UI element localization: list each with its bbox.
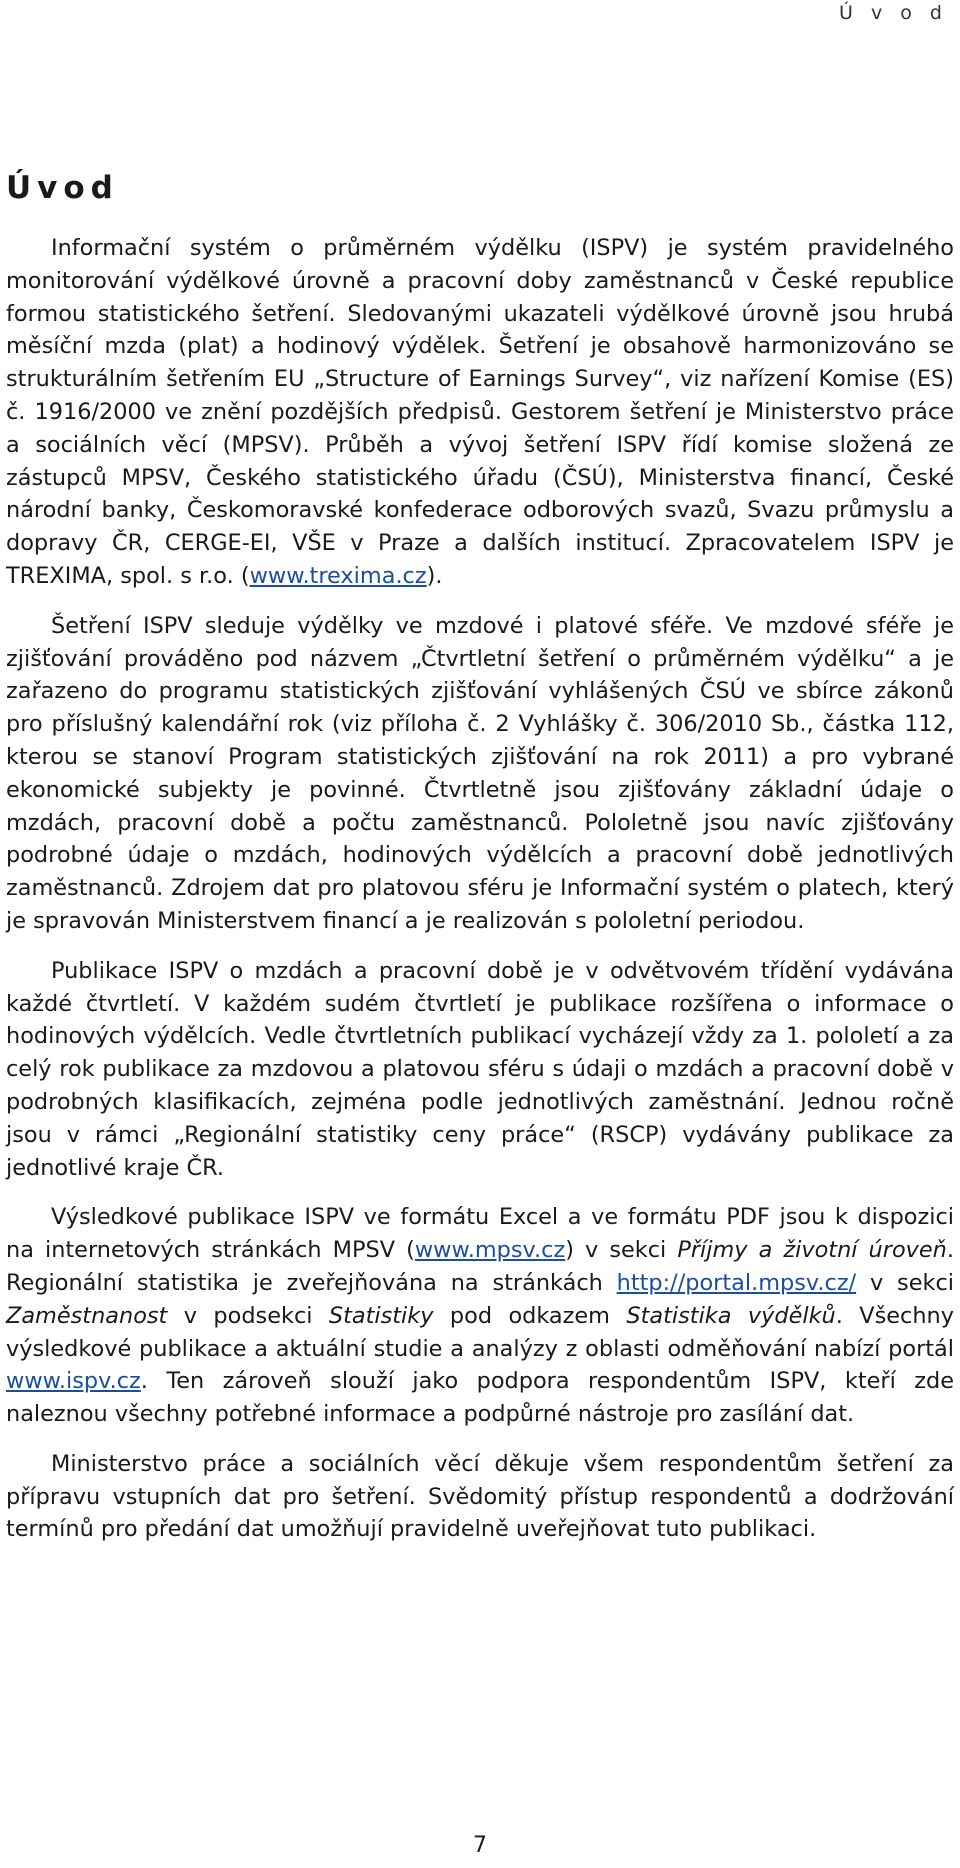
paragraph-text: Šetření ISPV sleduje výdělky ve mzdové i platové sféře. Ve mzdové sféře je zjišťování prováděno pod názvem „Čtvrtletní šetření o průměrném výdělku“ a je zařazeno do programu statistických zjišťování vyhlášených ČSÚ ve sbírce zákonů pro příslušný kalendářní rok (viz příloha č. 2 Vyhlášky č. 306/2010 Sb., částka 112, kterou se stanoví Program statistických zjišťování na rok 2011) a pro vybrané ekonomické subjekty je povinné. Čtvrtletně jsou zjišťovány základní údaje o mzdách, pracovní době a počtu zaměstnanců. Pololetně jsou navíc zjišťovány podrobné údaje o mzdách, hodinových výdělcích a pracovní době jednotlivých zaměstnanců. Zdrojem dat pro platovou sféru je Informační systém o platech, který je spravován Ministerstvem financí a je realizován s pololetní periodou.	[6, 612, 954, 934]
paragraph-wage-sphere	[6, 610, 954, 938]
paragraph-text: . Regionální statistika je zveřejňována na stránkách	[6, 1237, 954, 1296]
body-text	[6, 232, 954, 1563]
paragraph-text: v sekci	[856, 1269, 954, 1296]
paragraph-publications	[6, 955, 954, 1185]
paragraph-text: ) v sekci	[565, 1237, 678, 1264]
paragraph-availability	[6, 1201, 954, 1431]
paragraph-text: Výsledkové publikace ISPV ve formátu Excel a ve formátu PDF jsou k dispozici na internetových stránkách MPSV (	[6, 1204, 954, 1264]
paragraph-link[interactable]: http://portal.mpsv.cz/	[616, 1269, 857, 1296]
paragraph-text: . Ten zároveň slouží jako podpora respondentům ISPV, kteří zde naleznou všechny potřebné informace a podpůrné nástroje pro zasílání dat.	[6, 1368, 954, 1428]
paragraph-link[interactable]: www.ispv.cz	[6, 1368, 141, 1395]
emphasis-text: Zaměstnanost	[6, 1302, 168, 1329]
paragraph-text: . Všechny výsledkové publikace a aktuální studie a analýzy z oblasti odměňování nabízí portál	[6, 1302, 954, 1362]
paragraph-text: pod odkazem	[433, 1302, 627, 1329]
paragraph-acknowledgement	[6, 1448, 954, 1546]
page-title: Úvod	[6, 170, 119, 206]
emphasis-text: Příjmy a životní úroveň	[677, 1237, 947, 1264]
paragraph-intro	[6, 232, 954, 593]
paragraph-text: Ministerstvo práce a sociálních věcí děkuje všem respondentům šetření za přípravu vstupních dat pro šetření. Svědomitý přístup respondentů a dodržování termínů pro předání dat umožňují pravidelně uveřejňovat tuto publikaci.	[6, 1450, 954, 1543]
running-header: Ú v o d	[839, 2, 948, 24]
paragraph-text: v podsekci	[167, 1302, 329, 1329]
page-number: 7	[473, 1833, 487, 1858]
emphasis-text: Statistiky	[328, 1302, 434, 1329]
emphasis-text: Statistika výdělků	[626, 1302, 836, 1329]
paragraph-text: Publikace ISPV o mzdách a pracovní době je v odvětvovém třídění vydávána každé čtvrtletí. V každém sudém čtvrtletí je publikace rozšířena o informace o hodinových výdělcích. Vedle čtvrtletních publikací vycházejí vždy za 1. pololetí a za celý rok publikace za mzdovou a platovou sféru s údaji o mzdách a pracovní době v podrobných klasifikacích, zejména podle jednotlivých zaměstnání. Jednou ročně jsou v rámci „Regionální statistiky ceny práce“ (RSCP) vydávány publikace za jednotlivé kraje ČR.	[6, 957, 954, 1181]
paragraph-link[interactable]: www.mpsv.cz	[414, 1237, 566, 1264]
paragraph-text: Informační systém o průměrném výdělku (ISPV) je systém pravidelného monitorování výdělkové úrovně a pracovní doby zaměstnanců v České republice formou statistického šetření. Sledovanými ukazateli výdělkové úrovně jsou hrubá měsíční mzda (plat) a hodinový výdělek. Šetření je obsahově harmonizováno se strukturálním šetřením EU „Structure of Earnings Survey“, viz nařízení Komise (ES) č. 1916/2000 ve znění pozdějších předpisů. Gestorem šetření je Ministerstvo práce a sociálních věcí (MPSV). Průběh a vývoj šetření ISPV řídí komise složená ze zástupců MPSV, Českého statistického úřadu (ČSÚ), Ministerstva financí, České národní banky, Českomoravské konfederace odborových svazů, Svazu průmyslu a dopravy ČR, CERGE-EI, VŠE v Praze a dalších institucí. Zpracovatelem ISPV je TREXIMA, spol. s r.o. (	[6, 235, 954, 589]
paragraph-text: ).	[426, 562, 443, 589]
paragraph-link[interactable]: www.trexima.cz	[249, 562, 427, 589]
